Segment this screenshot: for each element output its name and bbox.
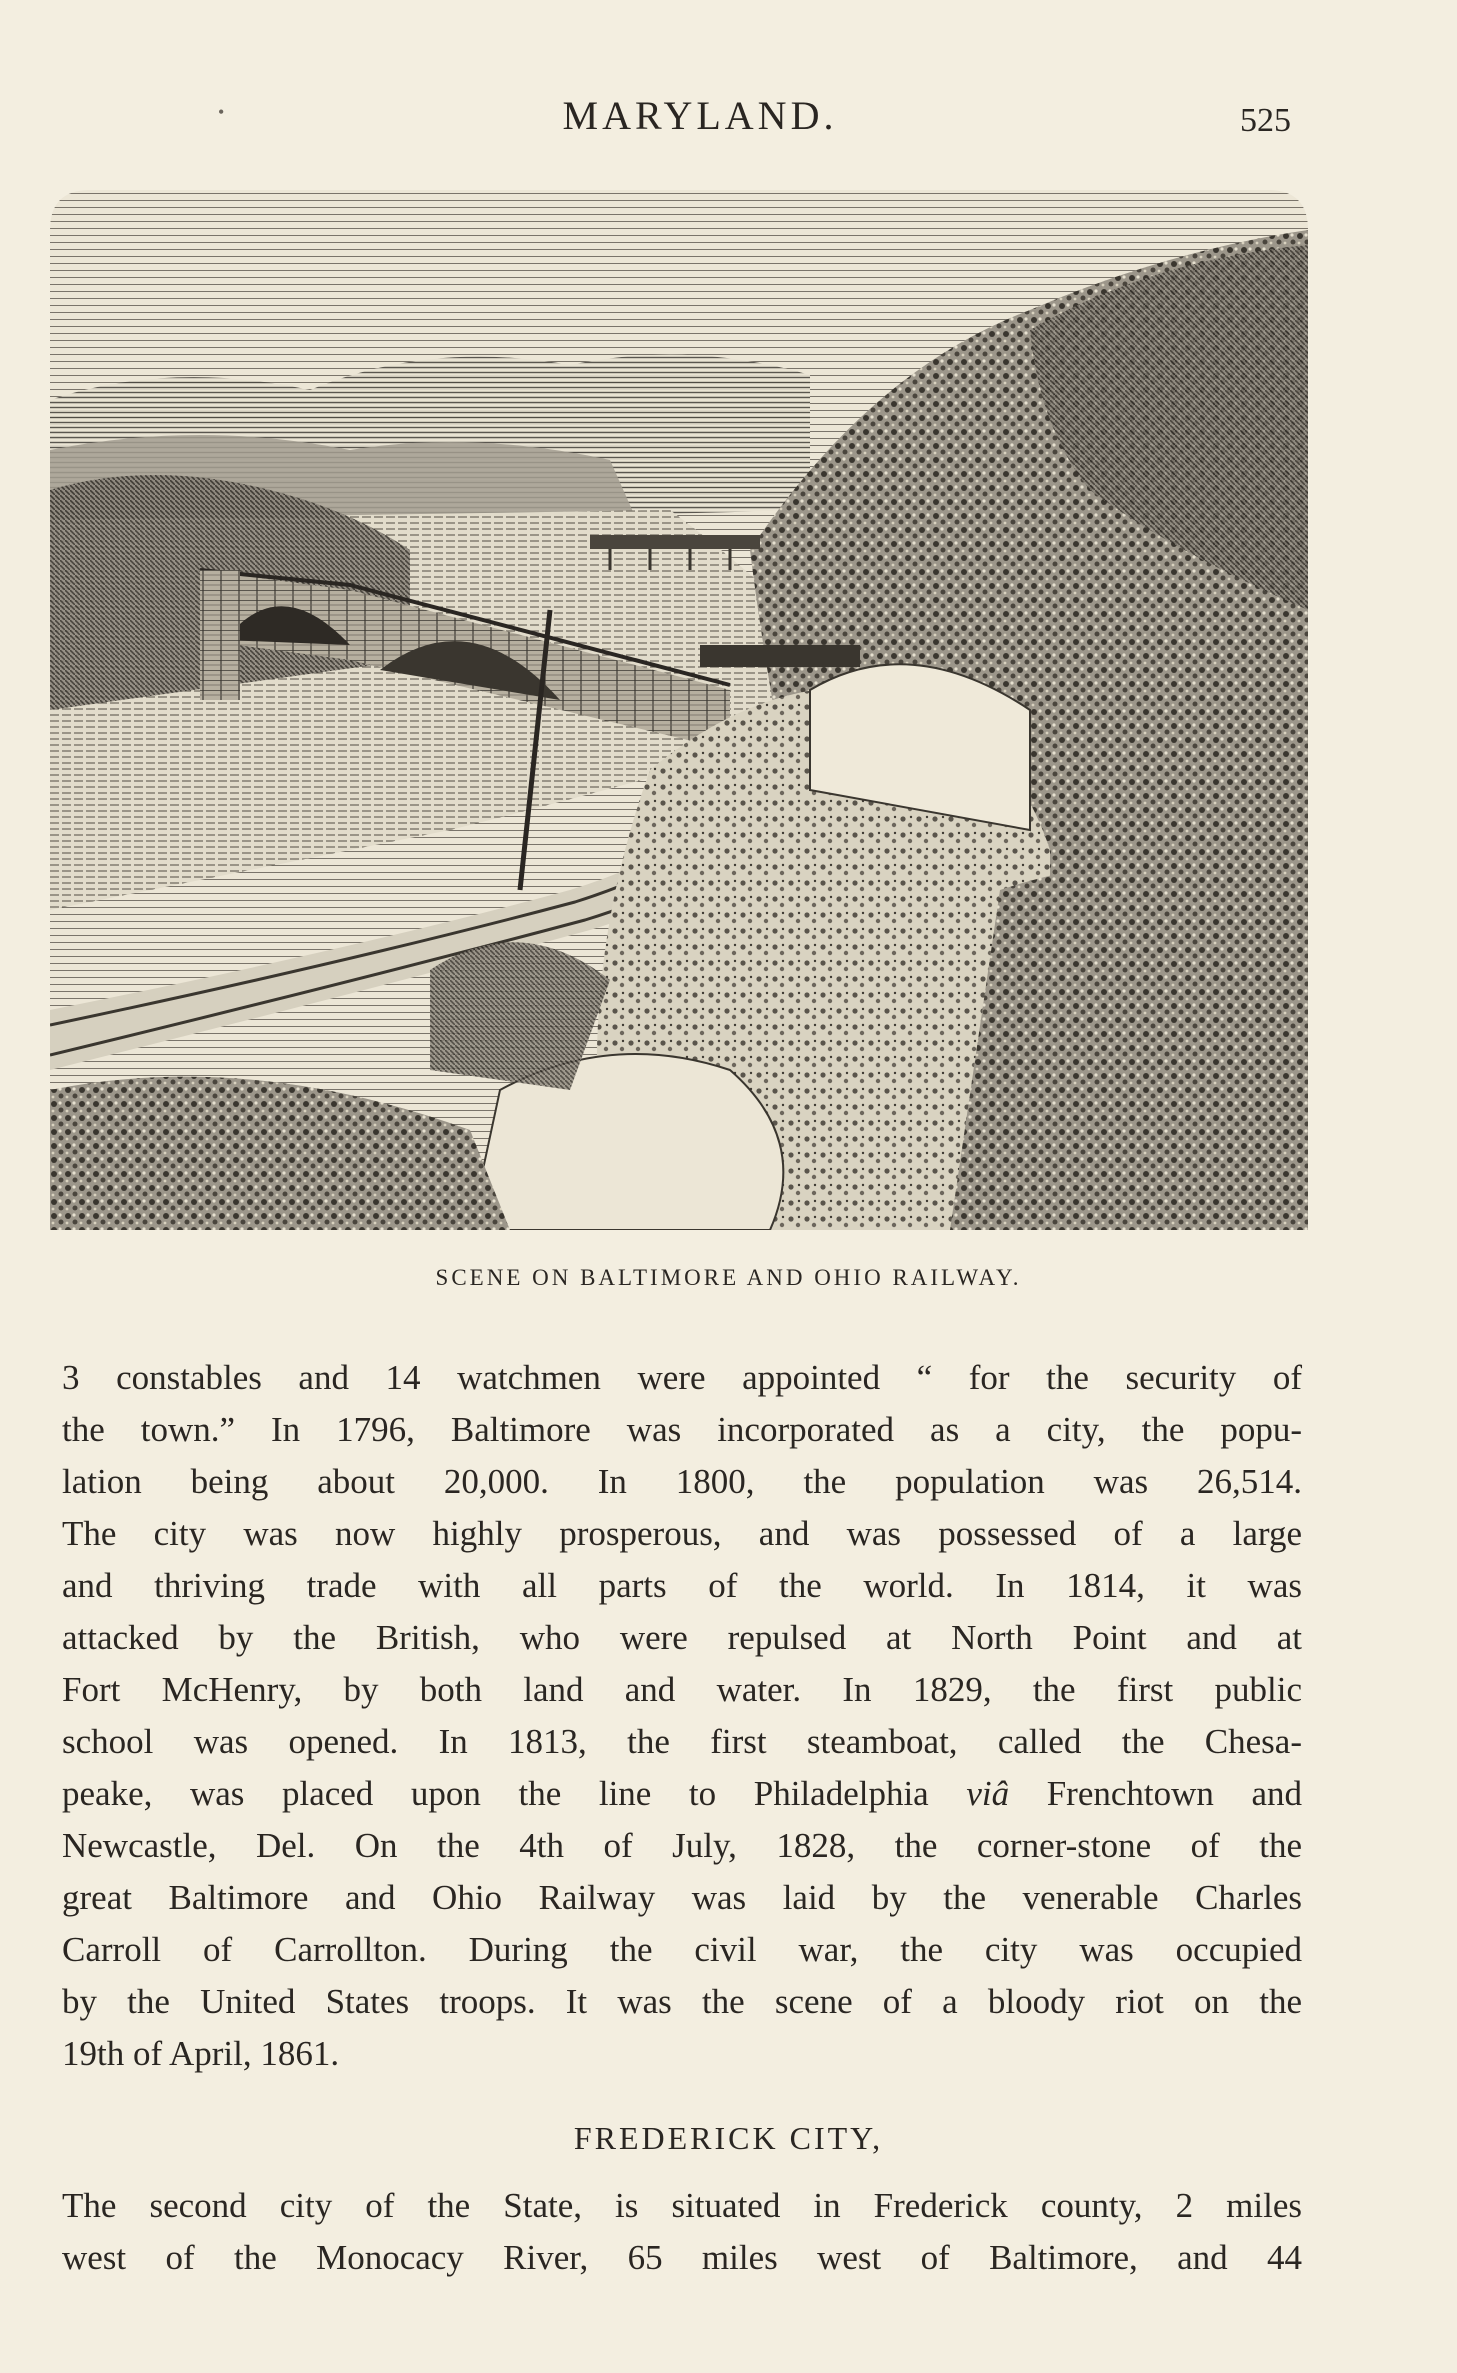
text-line: school was opened. In 1813, the first steamboat, called the Chesa- <box>62 1722 1302 1761</box>
text-fragment: peake, was placed upon the line to Philadelphia <box>62 1774 929 1813</box>
italic-word: viâ <box>966 1774 1010 1813</box>
paragraph-baltimore-history <box>62 1352 1302 2080</box>
text-line: and thriving trade with all parts of the world. In 1814, it was <box>62 1566 1302 1605</box>
running-title: MARYLAND. <box>562 93 838 138</box>
text-line: The second city of the State, is situated in Frederick county, 2 miles <box>62 2186 1302 2225</box>
text-line: by the United States troops. It was the scene of a bloody riot on the <box>62 1982 1302 2021</box>
text-fragment: Frenchtown and <box>1046 1774 1303 1813</box>
running-head <box>0 92 1457 152</box>
paragraph-frederick-city <box>62 2180 1302 2284</box>
text-line: The city was now highly prosperous, and was possessed of a large <box>62 1514 1302 1553</box>
text-line: great Baltimore and Ohio Railway was laid by the venerable Charles <box>62 1878 1302 1917</box>
text-line: lation being about 20,000. In 1800, the population was 26,514. <box>62 1462 1302 1501</box>
text-line: 19th of April, 1861. <box>62 2034 340 2073</box>
text-line: the town.” In 1796, Baltimore was incorporated as a city, the popu- <box>62 1410 1302 1449</box>
text-line: west of the Monocacy River, 65 miles west of Baltimore, and 44 <box>62 2238 1302 2277</box>
section-heading: FREDERICK CITY, <box>573 2120 884 2156</box>
printer-mark: • <box>218 102 225 122</box>
text-line: attacked by the British, who were repulsed at North Point and at <box>62 1618 1302 1657</box>
text-line: 3 constables and 14 watchmen were appointed “ for the security of <box>62 1358 1302 1397</box>
text-line: Carroll of Carrollton. During the civil war, the city was occupied <box>62 1930 1302 1969</box>
text-line: Newcastle, Del. On the 4th of July, 1828, the corner-stone of the <box>62 1826 1302 1865</box>
figure-caption: SCENE ON BALTIMORE AND OHIO RAILWAY. <box>435 1265 1022 1290</box>
engraving-illustration <box>50 190 1308 1230</box>
text-line: Fort McHenry, by both land and water. In 1829, the first public <box>62 1670 1302 1709</box>
page-number: 525 <box>1240 102 1291 139</box>
text-line-with-italic <box>62 1768 1302 1820</box>
